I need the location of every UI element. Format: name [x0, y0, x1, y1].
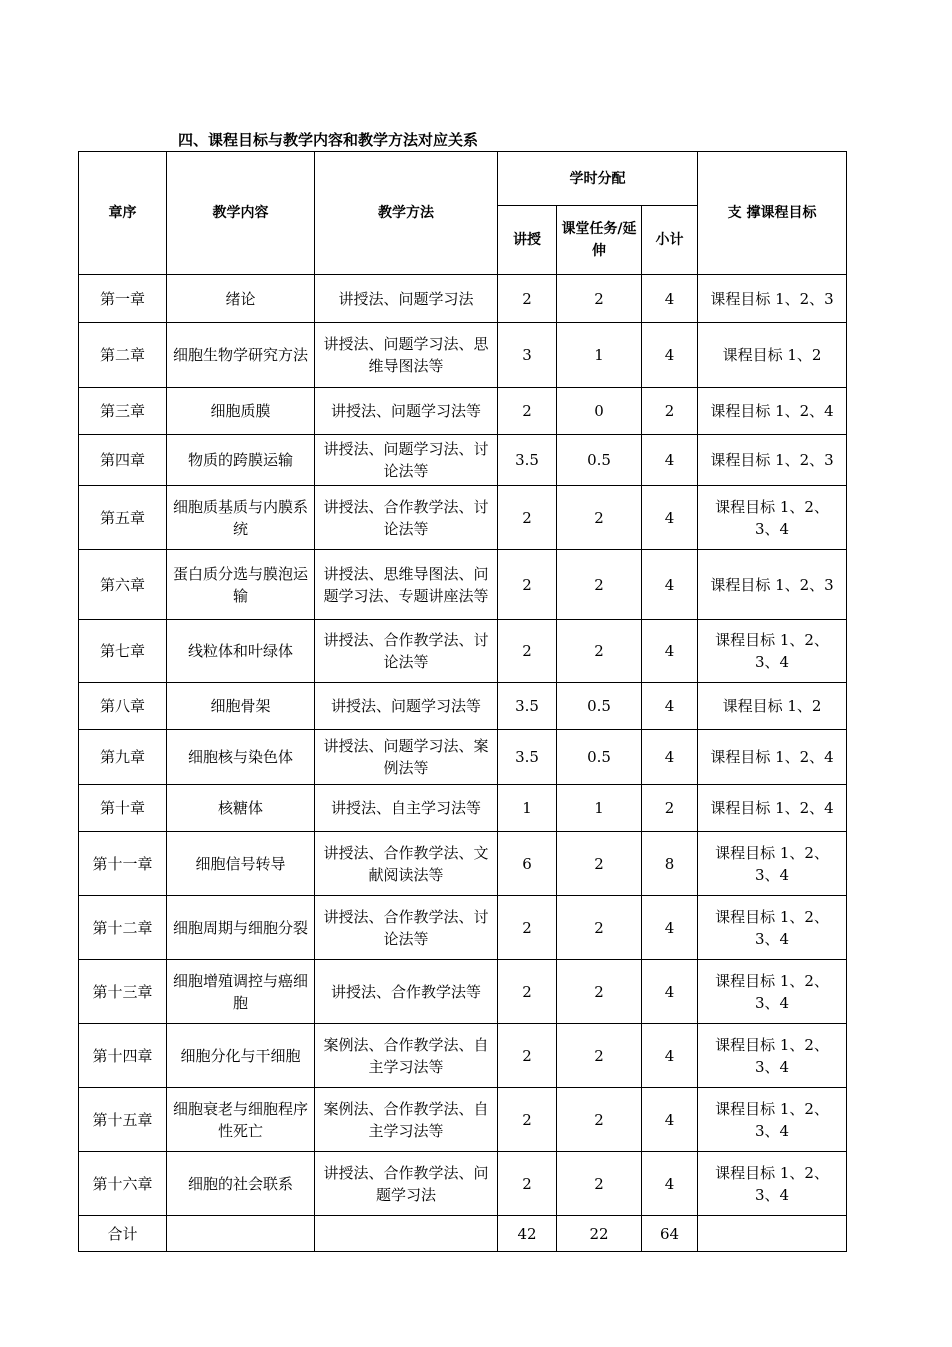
- header-lecture: 讲授: [498, 206, 557, 275]
- table-row: [79, 683, 847, 730]
- chapter-cell: 第十章: [79, 785, 167, 832]
- table-row: [79, 620, 847, 683]
- subtotal-hours-cell: 4: [642, 486, 698, 550]
- target-cell: 课程目标 1、2、4: [698, 388, 847, 435]
- total-empty-target: [698, 1216, 847, 1252]
- table-row: [79, 896, 847, 960]
- lecture-hours-cell: 2: [498, 275, 557, 323]
- lecture-hours-cell: 2: [498, 620, 557, 683]
- header-chapter: 章序: [79, 152, 167, 275]
- lecture-hours-cell: 2: [498, 550, 557, 620]
- task-hours-cell: 2: [557, 832, 642, 896]
- lecture-hours-cell: 3.5: [498, 683, 557, 730]
- target-cell: 课程目标 1、2、3: [698, 435, 847, 486]
- method-cell: 讲授法、问题学习法、讨论法等: [315, 435, 498, 486]
- content-cell: 细胞信号转导: [167, 832, 315, 896]
- content-cell: 细胞骨架: [167, 683, 315, 730]
- task-hours-cell: 2: [557, 896, 642, 960]
- lecture-hours-cell: 2: [498, 1088, 557, 1152]
- task-hours-cell: 0.5: [557, 435, 642, 486]
- content-cell: 细胞的社会联系: [167, 1152, 315, 1216]
- content-cell: 细胞分化与干细胞: [167, 1024, 315, 1088]
- target-cell: 课程目标 1、2、3、4: [698, 486, 847, 550]
- method-cell: 案例法、合作教学法、自主学习法等: [315, 1088, 498, 1152]
- lecture-hours-cell: 2: [498, 960, 557, 1024]
- total-lecture: 42: [498, 1216, 557, 1252]
- method-cell: 讲授法、合作教学法、文献阅读法等: [315, 832, 498, 896]
- chapter-cell: 第四章: [79, 435, 167, 486]
- header-task: 课堂任务/延伸: [557, 206, 642, 275]
- lecture-hours-cell: 2: [498, 486, 557, 550]
- content-cell: 细胞质膜: [167, 388, 315, 435]
- subtotal-hours-cell: 4: [642, 1088, 698, 1152]
- table-row: [79, 785, 847, 832]
- table-row: [79, 323, 847, 388]
- target-cell: 课程目标 1、2、3: [698, 275, 847, 323]
- chapter-cell: 第六章: [79, 550, 167, 620]
- header-hours: 学时分配: [498, 152, 698, 206]
- lecture-hours-cell: 3.5: [498, 730, 557, 785]
- chapter-cell: 第十五章: [79, 1088, 167, 1152]
- lecture-hours-cell: 3.5: [498, 435, 557, 486]
- task-hours-cell: 2: [557, 550, 642, 620]
- lecture-hours-cell: 1: [498, 785, 557, 832]
- subtotal-hours-cell: 4: [642, 323, 698, 388]
- target-cell: 课程目标 1、2: [698, 683, 847, 730]
- header-content: 教学内容: [167, 152, 315, 275]
- chapter-cell: 第七章: [79, 620, 167, 683]
- table-row: [79, 550, 847, 620]
- method-cell: 讲授法、问题学习法等: [315, 683, 498, 730]
- chapter-cell: 第十六章: [79, 1152, 167, 1216]
- target-cell: 课程目标 1、2、3、4: [698, 1152, 847, 1216]
- target-cell: 课程目标 1、2、4: [698, 785, 847, 832]
- lecture-hours-cell: 2: [498, 388, 557, 435]
- header-method: 教学方法: [315, 152, 498, 275]
- target-cell: 课程目标 1、2、3、4: [698, 832, 847, 896]
- table-row: [79, 832, 847, 896]
- table-row: [79, 1152, 847, 1216]
- method-cell: 讲授法、问题学习法等: [315, 388, 498, 435]
- subtotal-hours-cell: 4: [642, 896, 698, 960]
- section-title: 四、课程目标与教学内容和教学方法对应关系: [178, 131, 479, 149]
- header-subtotal: 小计: [642, 206, 698, 275]
- chapter-cell: 第五章: [79, 486, 167, 550]
- table-row: [79, 486, 847, 550]
- chapter-cell: 第十三章: [79, 960, 167, 1024]
- chapter-cell: 第三章: [79, 388, 167, 435]
- chapter-cell: 第九章: [79, 730, 167, 785]
- chapter-cell: 第二章: [79, 323, 167, 388]
- subtotal-hours-cell: 4: [642, 620, 698, 683]
- target-cell: 课程目标 1、2、3、4: [698, 620, 847, 683]
- subtotal-hours-cell: 4: [642, 275, 698, 323]
- total-empty-method: [315, 1216, 498, 1252]
- target-cell: 课程目标 1、2、4: [698, 730, 847, 785]
- lecture-hours-cell: 3: [498, 323, 557, 388]
- method-cell: 讲授法、合作教学法等: [315, 960, 498, 1024]
- chapter-cell: 第十四章: [79, 1024, 167, 1088]
- task-hours-cell: 0: [557, 388, 642, 435]
- method-cell: 讲授法、合作教学法、讨论法等: [315, 896, 498, 960]
- subtotal-hours-cell: 4: [642, 730, 698, 785]
- method-cell: 讲授法、合作教学法、问题学习法: [315, 1152, 498, 1216]
- task-hours-cell: 2: [557, 486, 642, 550]
- target-cell: 课程目标 1、2、3、4: [698, 1024, 847, 1088]
- method-cell: 讲授法、问题学习法: [315, 275, 498, 323]
- total-subtotal: 64: [642, 1216, 698, 1252]
- content-cell: 细胞衰老与细胞程序性死亡: [167, 1088, 315, 1152]
- method-cell: 案例法、合作教学法、自主学习法等: [315, 1024, 498, 1088]
- content-cell: 物质的跨膜运输: [167, 435, 315, 486]
- task-hours-cell: 2: [557, 1024, 642, 1088]
- table-row: [79, 1088, 847, 1152]
- table-body: [79, 275, 847, 1216]
- course-mapping-table: [78, 151, 847, 1252]
- method-cell: 讲授法、合作教学法、讨论法等: [315, 486, 498, 550]
- content-cell: 细胞增殖调控与癌细胞: [167, 960, 315, 1024]
- target-cell: 课程目标 1、2、3、4: [698, 1088, 847, 1152]
- task-hours-cell: 0.5: [557, 730, 642, 785]
- lecture-hours-cell: 2: [498, 896, 557, 960]
- table-row: [79, 730, 847, 785]
- content-cell: 核糖体: [167, 785, 315, 832]
- subtotal-hours-cell: 8: [642, 832, 698, 896]
- table-row: [79, 275, 847, 323]
- total-task: 22: [557, 1216, 642, 1252]
- chapter-cell: 第八章: [79, 683, 167, 730]
- content-cell: 细胞周期与细胞分裂: [167, 896, 315, 960]
- task-hours-cell: 2: [557, 1088, 642, 1152]
- content-cell: 细胞生物学研究方法: [167, 323, 315, 388]
- task-hours-cell: 1: [557, 323, 642, 388]
- target-cell: 课程目标 1、2、3、4: [698, 960, 847, 1024]
- method-cell: 讲授法、思维导图法、问题学习法、专题讲座法等: [315, 550, 498, 620]
- table-row: [79, 1024, 847, 1088]
- subtotal-hours-cell: 2: [642, 785, 698, 832]
- total-empty-content: [167, 1216, 315, 1252]
- chapter-cell: 第十一章: [79, 832, 167, 896]
- content-cell: 线粒体和叶绿体: [167, 620, 315, 683]
- table-row: [79, 435, 847, 486]
- method-cell: 讲授法、自主学习法等: [315, 785, 498, 832]
- chapter-cell: 第一章: [79, 275, 167, 323]
- total-label: 合计: [79, 1216, 167, 1252]
- subtotal-hours-cell: 4: [642, 960, 698, 1024]
- content-cell: 细胞核与染色体: [167, 730, 315, 785]
- subtotal-hours-cell: 4: [642, 1152, 698, 1216]
- method-cell: 讲授法、问题学习法、案例法等: [315, 730, 498, 785]
- subtotal-hours-cell: 4: [642, 1024, 698, 1088]
- content-cell: 绪论: [167, 275, 315, 323]
- subtotal-hours-cell: 4: [642, 435, 698, 486]
- content-cell: 蛋白质分选与膜泡运输: [167, 550, 315, 620]
- task-hours-cell: 1: [557, 785, 642, 832]
- task-hours-cell: 2: [557, 1152, 642, 1216]
- target-cell: 课程目标 1、2、3、4: [698, 896, 847, 960]
- target-cell: 课程目标 1、2: [698, 323, 847, 388]
- subtotal-hours-cell: 4: [642, 550, 698, 620]
- lecture-hours-cell: 6: [498, 832, 557, 896]
- header-support: 支 撑课程目标: [698, 152, 847, 275]
- method-cell: 讲授法、问题学习法、思维导图法等: [315, 323, 498, 388]
- table-row: [79, 960, 847, 1024]
- content-cell: 细胞质基质与内膜系统: [167, 486, 315, 550]
- subtotal-hours-cell: 2: [642, 388, 698, 435]
- total-row: [79, 1216, 847, 1252]
- task-hours-cell: 2: [557, 275, 642, 323]
- subtotal-hours-cell: 4: [642, 683, 698, 730]
- lecture-hours-cell: 2: [498, 1024, 557, 1088]
- target-cell: 课程目标 1、2、3: [698, 550, 847, 620]
- task-hours-cell: 2: [557, 620, 642, 683]
- chapter-cell: 第十二章: [79, 896, 167, 960]
- lecture-hours-cell: 2: [498, 1152, 557, 1216]
- method-cell: 讲授法、合作教学法、讨论法等: [315, 620, 498, 683]
- table-row: [79, 388, 847, 435]
- task-hours-cell: 0.5: [557, 683, 642, 730]
- task-hours-cell: 2: [557, 960, 642, 1024]
